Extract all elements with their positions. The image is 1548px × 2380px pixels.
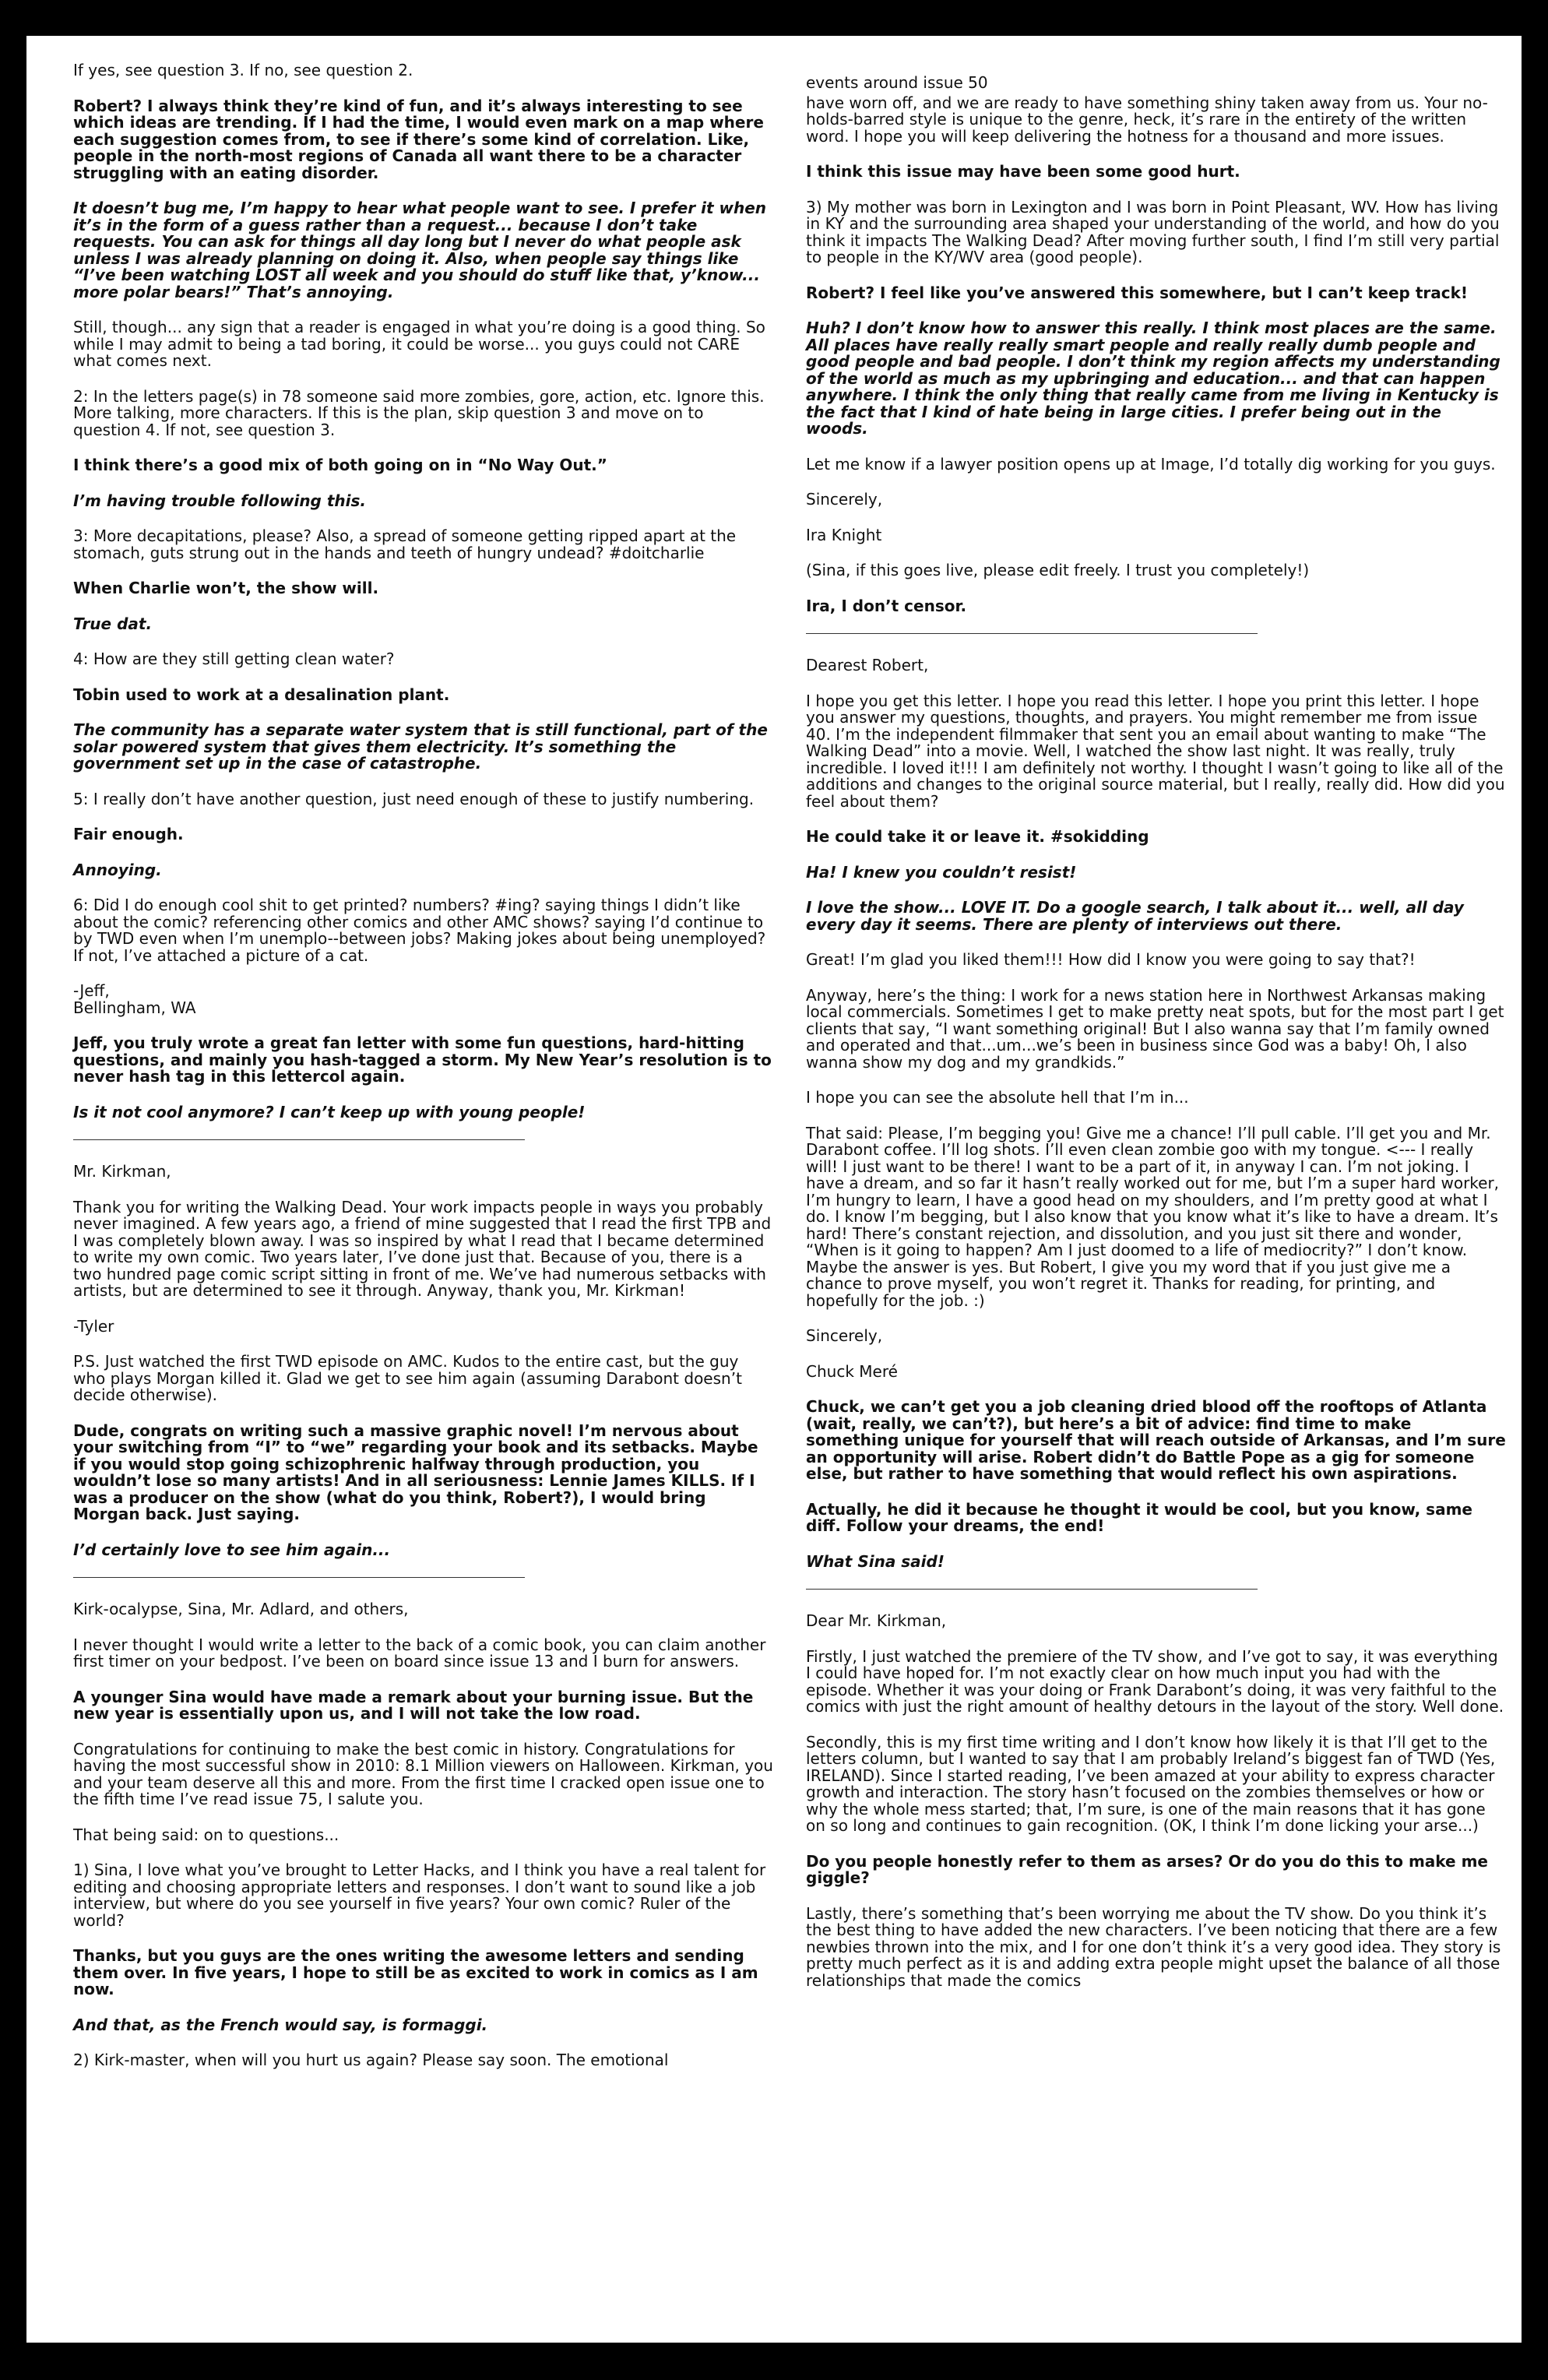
editor-response-italic: Huh? I don’t know how to answer this really. I think most places are the same. All places have really really smart people and really really dumb people and good people and bad people. I don’t think my region affects my understanding of the world as much as my upbringing and education... and that can happen anywhere. I think the only thing that really came from me living in Kentucky is the fact that I kind of hate being in large cities. I prefer being out in the woods. [806, 319, 1501, 438]
editor-response: Do you people honestly refer to them as arses? Or do you do this to make me giggle? [806, 1851, 1488, 1887]
editor-response: I think there’s a good mix of both going on in “No Way Out.” [73, 456, 607, 474]
letter-divider [73, 1577, 525, 1578]
editor-response: Thanks, but you guys are the ones writing the awesome letters and sending them over. In five years, I hope to still be as excited to work in comics as I am now. [73, 1946, 758, 1998]
editor-response: Robert? I always think they’re kind of fun, and it’s always interesting to see which ideas are trending. If I had the time, I would even mark on a map where each suggestion comes from, to see if there’s some kind of correlation. Like, people in the north-most regions of Canada all want there to be a character struggling with an eating disorder. [73, 96, 764, 182]
editor-response-italic: It doesn’t bug me, I’m happy to hear what people want to see. I prefer it when it’s in the form of a guess rather than a request... because I don’t take requests. You can ask for things all day long but I never do what people ask unless I was already planning on doing it. Also, when people say things like “I’ve been watching LOST all week and you should do stuff like that, y’know... more polar bears!” That’s annoying. [73, 199, 767, 301]
letter-divider [806, 1589, 1258, 1590]
letter-paragraph: Anyway, here’s the thing: I work for a news station here in Northwest Arkansas making local commercials. Sometimes I get to make pretty neat spots, but for the most part I get clients that say, “I want something original! But I also wanna say that I’m family owned and operated and that...um...we’s been in business since God was a baby! Oh, I also wanna show my dog and my grandkids.” [806, 985, 1504, 1072]
editor-response: When Charlie won’t, the show will. [73, 579, 379, 597]
letter-paragraph: 4: How are they still getting clean water? [73, 650, 395, 668]
editor-response-italic: True dat. [73, 614, 153, 633]
editor-response-italic: Annoying. [73, 860, 162, 879]
letter-paragraph: 5: I really don’t have another question, just need enough of these to justify numbering. [73, 789, 755, 808]
editor-response: Dude, congrats on writing such a massive graphic novel! I’m nervous about your switching from “I” to “we” regarding your book and its setbacks. Maybe if you would stop going schizophrenic halfway through production, you wouldn’t lose so many artists! And in all seriousness: Lennie James KILLS. If I was a producer on the show (what do you think, Robert?), I would bring Morgan back. Just saying. [73, 1421, 758, 1523]
editor-response-italic: And that, as the French would say, is formaggi. [73, 2015, 488, 2034]
editor-response: Jeff, you truly wrote a great fan letter with some fun questions, hard-hitting questions, and mainly you hash-tagged a storm. My New Year’s resolution is to never hash tag in this lettercol again. [73, 1033, 772, 1086]
letter-divider [73, 1139, 525, 1140]
letter-paragraph: P.S. Just watched the first TWD episode on AMC. Kudos to the entire cast, but the guy who plays Morgan killed it. Glad we get to see him again (assuming Darabont doesn’t decide otherwise). [73, 1352, 742, 1404]
letter-paragraph: Great! I’m glad you liked them!!! How did I know you were going to say that?! [806, 950, 1416, 969]
editor-response: I think this issue may have been some good hurt. [806, 162, 1240, 181]
letter-paragraph: I hope you can see the absolute hell that I’m in... [806, 1088, 1189, 1107]
editor-response-italic: I’d certainly love to see him again... [73, 1540, 391, 1559]
right-column [806, 75, 1507, 2008]
editor-response: Chuck, we can’t get you a job cleaning dried blood off the rooftops of Atlanta (wait, really, we can’t?), but here’s a bit of advice: find time to make something unique for yourself that will reach outside of Arkansas, and I’m sure an opportunity will arise. Robert didn’t do Battle Pope as a gig for someone else, but rather to have something that would reflect his own aspirations. [806, 1397, 1506, 1483]
editor-response-italic: Ha! I knew you couldn’t resist! [806, 862, 1077, 882]
letter-paragraph: 6: Did I do enough cool shit to get printed? numbers? #ing? saying things I didn’t like about the comic? referencing other comics and other AMC shows? saying I’d continue to by TWD even when I’m unemplo--between jobs? Making jokes about being unemployed? If not, I’ve attached a picture of a cat. [73, 896, 766, 965]
letter-paragraph: 1) Sina, I love what you’ve brought to Letter Hacks, and I think you have a real talent for editing and choosing appropriate letters and responses. I don’t want to sound like a job interview, but where do you see yourself in five years? Your own comic? Ruler of the world? [73, 1861, 766, 1930]
letter-closing: Sincerely, [806, 1326, 883, 1345]
letter-signature [73, 983, 774, 1016]
letter-paragraph: Congratulations for continuing to make the best comic in history. Congratulations for having the most successful show in 2010: 8.1 Million viewers on Halloween. Kirkman, you and your team deserve all this and more. From the first time I cracked open issue one to the fifth time I’ve read issue 75, I salute you. [73, 1739, 773, 1808]
letter-paragraph: If yes, see question 3. If no, see question 2. [73, 61, 413, 79]
letters-page [26, 36, 1522, 2343]
editor-response-italic: The community has a separate water system that is still functional, part of the solar powered system that gives them electricity. It’s something the government set up in the case of catastrophe. [73, 720, 768, 773]
signature-name: -Jeff, [73, 981, 110, 1000]
editor-response: Robert? I feel like you’ve answered this somewhere, but I can’t keep track! [806, 283, 1469, 302]
letter-paragraph: have worn off, and we are ready to have something shiny taken away from us. Your no-holds-barred style is unique to the genre, heck, it’s rare in the entirety of the written word. I hope you will keep delivering the hotness for a thousand and more issues. [806, 93, 1488, 146]
letter-divider [806, 633, 1258, 634]
left-column [73, 62, 774, 2088]
letter-paragraph: (Sina, if this goes live, please edit freely. I trust you completely!) [806, 561, 1310, 579]
letter-signature: -Tyler [73, 1316, 114, 1336]
editor-response: A younger Sina would have made a remark about your burning issue. But the new year is essentially upon us, and I will not take the low road. [73, 1687, 754, 1723]
letter-paragraph: 2: In the letters page(s) in 78 someone said more zombies, gore, action, etc. Ignore this. More talking, more characters. If this is the plan, skip question 3 and move on to question 4. If not, see question 3. [73, 386, 765, 439]
letter-salutation: Dearest Robert, [806, 656, 929, 674]
letter-paragraph: Thank you for writing the Walking Dead. Your work impacts people in ways you probably never imagined. A few years ago, a friend of mine suggested that I read the first TPB and I was completely blown away. I was so inspired by what I read that I became determined to write my own comic. Two years later, I’ve done just that. Because of you, there is a two hundred page comic script sitting in front of me. We’ve had numerous setbacks with artists, but are determined to see it through. Anyway, thank you, Mr. Kirkman! [73, 1197, 772, 1300]
letter-paragraph: events around issue 50 [806, 73, 988, 92]
letter-paragraph: Still, though... any sign that a reader is engaged in what you’re doing is a good thing. So while I may admit to being a tad boring, it could be worse... you guys could not CARE what comes next. [73, 318, 765, 370]
editor-response: Fair enough. [73, 825, 184, 843]
letter-paragraph: Lastly, there’s something that’s been worrying me about the TV show. Do you think it’s the best thing to have added the new characters. I’ve been noticing that there are a few newbies thrown into the mix, and I for one don’t think it’s a very good idea. They story is pretty much perfect as it is and adding extra people might upset the balance of all those relationships that made the comics [806, 1903, 1501, 1990]
letter-salutation: Kirk-ocalypse, Sina, Mr. Adlard, and others, [73, 1600, 409, 1618]
editor-response: He could take it or leave it. #sokidding [806, 827, 1149, 846]
letter-paragraph: 3) My mother was born in Lexington and I was born in Point Pleasant, WV. How has living in KY and the surrounding area shaped your understanding of the world, and how do you think it impacts The Walking Dead? After moving further south, I find I’m still very partial to people in the KY/WV area (good people). [806, 197, 1500, 266]
letter-signature: Chuck Meré [806, 1361, 898, 1381]
letter-paragraph: 2) Kirk-master, when will you hurt us again? Please say soon. The emotional [73, 2051, 669, 2069]
letter-salutation: Dear Mr. Kirkman, [806, 1611, 947, 1630]
letter-paragraph: I never thought I would write a letter to the back of a comic book, you can claim another first timer on your bedpost. I’ve been on board since issue 13 and I burn for answers. [73, 1635, 766, 1671]
editor-response-italic: I’m having trouble following this. [73, 491, 366, 510]
letter-closing: Sincerely, [806, 490, 883, 509]
letter-signature: Ira Knight [806, 525, 882, 544]
letter-salutation: Mr. Kirkman, [73, 1162, 171, 1181]
editor-response-italic: I love the show... LOVE IT. Do a google search, I talk about it... well, all day every day it seems. There are plenty of interviews out there. [806, 898, 1464, 934]
editor-response: Actually, he did it because he thought it would be cool, but you know, same diff. Follow your dreams, the end! [806, 1499, 1472, 1535]
editor-response-italic: Is it not cool anymore? I can’t keep up with young people! [73, 1102, 586, 1121]
editor-response-italic: What Sina said! [806, 1551, 945, 1571]
signature-location: Bellingham, WA [73, 998, 196, 1017]
letter-paragraph: I hope you get this letter. I hope you read this letter. I hope you print this letter. I hope you answer my questions, thoughts, and prayers. You might remember me from issue 40. I’m the independent filmmaker that sent you an email about wanting to make “The Walking Dead” into a movie. Well, I watched the show last night. It was really, truly incredible. I loved it!!! I am definitely not worthy. I thought I wasn’t going to like all of the additions and changes to the original source material, but I really, really did. How did you feel about them? [806, 691, 1505, 811]
letter-paragraph: Let me know if a lawyer position opens up at Image, I’d totally dig working for you guys. [806, 454, 1496, 474]
letter-paragraph: 3: More decapitations, please? Also, a spread of someone getting ripped apart at the stomach, guts strung out in the hands and teeth of hungry undead? #doitcharlie [73, 526, 737, 562]
editor-response: Tobin used to work at a desalination plant. [73, 685, 450, 704]
letter-paragraph: That said: Please, I’m begging you! Give me a chance! I’ll pull cable. I’ll get you and Mr. Darabont coffee. I’ll log shots. I’ll even clean zombie goo with my tongue. <--- I really will! I just want to be there! I want to be a part of it, in anyway I can. I’m not joking. I have a dream, and so far it hasn’t really worked out for me, but I’m a super hard worker, I’m hungry to learn, I have a good head on my shoulders, and I’m pretty good at what I do. I know I’m begging, but I also know that you know what it’s like to have a dream. It’s hard! There’s constant rejection, and dissolution, and you just sit there and wonder, “When is it going to happen? Am I just doomed to a life of mediocrity?” I don’t know. Maybe the answer is yes. But Robert, I give you my word that if you just give me a chance to prove myself, you won’t regret it. Thanks for reading, for printing, and hopefully for the job. :) [806, 1123, 1500, 1310]
letter-paragraph: That being said: on to questions... [73, 1825, 340, 1844]
letter-paragraph: Secondly, this is my first time writing and I don’t know how likely it is that I’ll get to the letters column, but I wanted to say that I am probably Ireland’s biggest fan of TWD (Yes, IRELAND). Since I started reading, I’ve been amazed at your ability to express character growth and interaction. The story hasn’t focused on the zombies themselves or how or why the whole mess started; that, I’m sure, is one of the main reasons that it has gone on so long and continues to gain recognition. (OK, I think I’m done licking your arse...) [806, 1732, 1496, 1835]
letter-paragraph: Firstly, I just watched the premiere of the TV show, and I’ve got to say, it was everything I could have hoped for. I’m not exactly clear on how much input you had with the episode. Whether it was your doing or Frank Darabont’s doing, it was very faithful to the comics with just the right amount of healthy detours in the layout of the story. Well done. [806, 1646, 1504, 1716]
editor-response: Ira, I don’t censor. [806, 596, 967, 615]
